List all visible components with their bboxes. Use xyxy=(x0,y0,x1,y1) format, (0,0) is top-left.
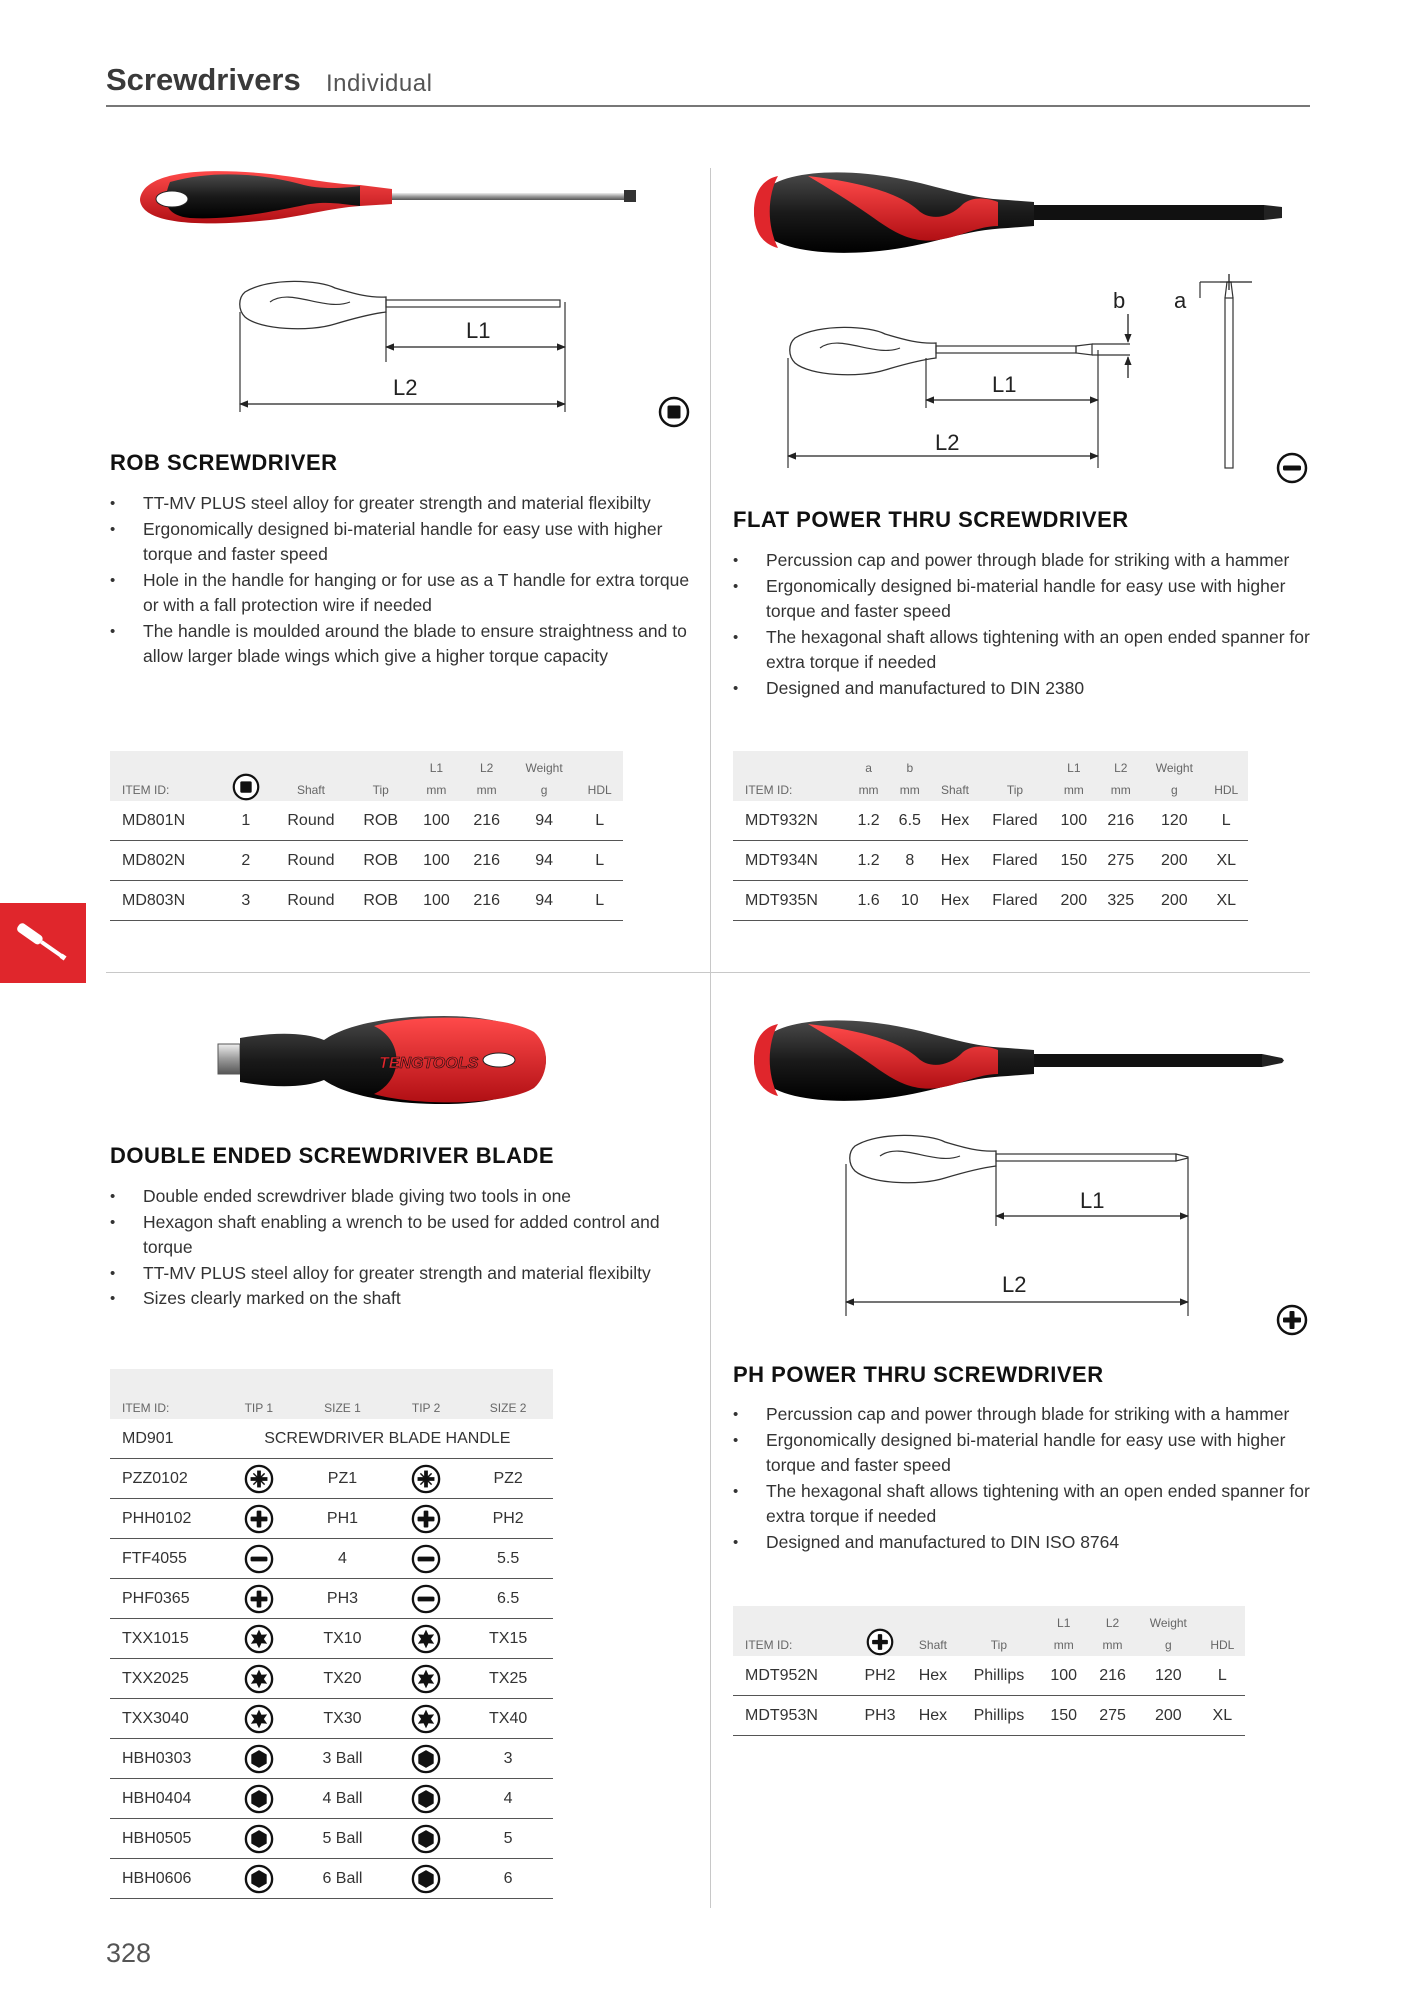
double-title: DOUBLE ENDED SCREWDRIVER BLADE xyxy=(110,1143,555,1168)
col-l1: L1 mm xyxy=(1063,761,1084,797)
page-title: Screwdrivers xyxy=(106,62,301,97)
phillips-icon xyxy=(411,1504,441,1534)
cell-size2: 5 xyxy=(463,1819,553,1859)
cell-size: 2 xyxy=(220,841,272,881)
col-hdl: HDL xyxy=(1210,1638,1235,1652)
cell-item-id: TXX1015 xyxy=(110,1619,222,1659)
cell-size: PH3 xyxy=(853,1696,908,1736)
cell-l1: 100 xyxy=(411,801,461,841)
cell-size1: 5 Ball xyxy=(296,1819,389,1859)
pozidriv-icon xyxy=(411,1464,441,1494)
cell-tip-symbol xyxy=(389,1859,463,1899)
col-tip: Tip xyxy=(372,783,389,797)
cell-tip: ROB xyxy=(350,801,411,841)
cell-tip-symbol xyxy=(222,1779,296,1819)
cell-size2: TX40 xyxy=(463,1699,553,1739)
col-l2: L2 mm xyxy=(476,761,497,797)
cell-tip: ROB xyxy=(350,841,411,881)
cell-tip-symbol xyxy=(389,1699,463,1739)
cell-item-id: MDT935N xyxy=(733,881,848,921)
cell-item-id: TXX3040 xyxy=(110,1699,222,1739)
ph-dim-l2: L2 xyxy=(1002,1272,1027,1297)
cell-hdl: L xyxy=(1200,1656,1245,1696)
table-row xyxy=(110,1739,553,1779)
torx-icon xyxy=(244,1624,274,1654)
cell-size2: TX15 xyxy=(463,1619,553,1659)
table-row xyxy=(733,1696,1245,1736)
page-subtitle: Individual xyxy=(326,70,433,97)
cell-size1: PH3 xyxy=(296,1579,389,1619)
cell-item-id: MDT932N xyxy=(733,801,848,841)
cell-size1: 3 Ball xyxy=(296,1739,389,1779)
table-row xyxy=(110,1419,553,1459)
table-header-row xyxy=(110,751,623,801)
table-row xyxy=(110,1859,553,1899)
col-shaft: Shaft xyxy=(940,783,970,797)
double-spec-table xyxy=(110,1369,553,1899)
list-item: • TT-MV PLUS steel alloy for greater strength and material flexibilty xyxy=(110,491,700,517)
table-row xyxy=(110,1779,553,1819)
col-hdl: HDL xyxy=(587,783,612,797)
col-tip1: TIP 1 xyxy=(244,1401,274,1415)
list-item: • Percussion cap and power through blade for striking with a hammer xyxy=(733,548,1313,574)
cell-shaft: Round xyxy=(272,801,350,841)
cell-tip-symbol xyxy=(389,1619,463,1659)
section-tab xyxy=(0,903,86,983)
cell-size1: TX30 xyxy=(296,1699,389,1739)
hex-icon xyxy=(244,1744,274,1774)
cell-tip-symbol xyxy=(389,1779,463,1819)
cell-tip-symbol xyxy=(222,1459,296,1499)
cell-size1: PH1 xyxy=(296,1499,389,1539)
col-l1: L1 mm xyxy=(1053,1616,1074,1652)
cell-item-id: PHH0102 xyxy=(110,1499,222,1539)
cell-size1: PZ1 xyxy=(296,1459,389,1499)
cell-l2: 216 xyxy=(462,881,512,921)
list-item: • Percussion cap and power through blade for striking with a hammer xyxy=(733,1402,1313,1428)
cell-size1: TX20 xyxy=(296,1659,389,1699)
rob-title: ROB SCREWDRIVER xyxy=(110,450,338,475)
list-item: • The hexagonal shaft allows tightening with an open ended spanner for extra torque if needed xyxy=(733,1479,1313,1530)
cell-item-id: HBH0404 xyxy=(110,1779,222,1819)
col-size xyxy=(220,751,272,801)
hex-icon xyxy=(411,1744,441,1774)
cell-tip: Flared xyxy=(980,801,1051,841)
column-divider xyxy=(710,168,711,1908)
col-shaft: Shaft xyxy=(918,1638,947,1652)
cell-a: 1.2 xyxy=(848,801,889,841)
cell-item-id: MDT953N xyxy=(733,1696,853,1736)
double-feature-list xyxy=(110,1184,700,1312)
list-item: • The hexagonal shaft allows tightening with an open ended spanner for extra torque if needed xyxy=(733,625,1313,676)
header-divider xyxy=(106,105,1310,107)
list-item: • Ergonomically designed bi-material handle for easy use with higher torque and faster speed xyxy=(110,517,700,568)
cell-weight: 94 xyxy=(512,801,577,841)
row-divider xyxy=(106,972,1310,973)
cell-tip: Phillips xyxy=(959,1656,1040,1696)
col-item-id: ITEM ID: xyxy=(122,783,170,797)
cell-shaft: Round xyxy=(272,841,350,881)
cell-size1: 4 xyxy=(296,1539,389,1579)
screwdriver-icon xyxy=(0,903,86,983)
ph-screwdriver-photo xyxy=(748,1012,1298,1112)
cell-l1: 100 xyxy=(411,881,461,921)
cell-l2: 216 xyxy=(1097,801,1144,841)
cell-item-id: PHF0365 xyxy=(110,1579,222,1619)
cell-item-id: HBH0303 xyxy=(110,1739,222,1779)
col-l2: L2 mm xyxy=(1102,1616,1123,1652)
flat-icon xyxy=(411,1584,441,1614)
cell-tip-symbol xyxy=(222,1499,296,1539)
cell-l1: 100 xyxy=(411,841,461,881)
handle-brand-logo: TENGTOOLS xyxy=(379,1055,479,1072)
cell-l1: 150 xyxy=(1050,841,1097,881)
cell-hdl: XL xyxy=(1204,881,1248,921)
cell-tip-symbol xyxy=(389,1539,463,1579)
col-weight: Weight g xyxy=(525,761,563,797)
col-weight: Weight g xyxy=(1149,1616,1187,1652)
table-row xyxy=(733,881,1248,921)
cell-item-id: HBH0606 xyxy=(110,1859,222,1899)
cell-tip-symbol xyxy=(222,1659,296,1699)
cell-tip-symbol xyxy=(389,1459,463,1499)
cell-tip-symbol xyxy=(222,1819,296,1859)
col-shaft: Shaft xyxy=(296,783,325,797)
table-row xyxy=(110,1579,553,1619)
rob-dimension-drawing xyxy=(230,272,590,422)
cell-size2: TX25 xyxy=(463,1659,553,1699)
flat-tip-icon xyxy=(1276,452,1308,484)
phillips-icon xyxy=(244,1584,274,1614)
col-item-id: ITEM ID: xyxy=(745,1638,793,1652)
rob-spec-table xyxy=(110,751,623,921)
flat-dim-l2: L2 xyxy=(935,430,960,455)
cell-hdl: L xyxy=(1204,801,1248,841)
col-tip2: TIP 2 xyxy=(411,1401,441,1415)
torx-icon xyxy=(244,1664,274,1694)
cell-size2: 6.5 xyxy=(463,1579,553,1619)
ph-dimension-drawing xyxy=(840,1126,1210,1326)
cell-size1: 6 Ball xyxy=(296,1859,389,1899)
table-row xyxy=(110,801,623,841)
cell-l2: 216 xyxy=(462,801,512,841)
cell-l1: 100 xyxy=(1050,801,1097,841)
col-hdl: HDL xyxy=(1214,783,1239,797)
cell-item-id: PZZ0102 xyxy=(110,1459,222,1499)
cell-item-id: MD803N xyxy=(110,881,220,921)
cell-hdl: L xyxy=(576,841,623,881)
table-row xyxy=(110,1699,553,1739)
list-item: • Sizes clearly marked on the shaft xyxy=(110,1286,700,1312)
cell-tip-symbol xyxy=(222,1619,296,1659)
flat-dimension-drawing xyxy=(780,268,1260,478)
hex-icon xyxy=(244,1864,274,1894)
torx-icon xyxy=(244,1704,274,1734)
cell-size2: 5.5 xyxy=(463,1539,553,1579)
col-l2: L2 mm xyxy=(1110,761,1131,797)
table-row xyxy=(733,841,1248,881)
table-row xyxy=(110,1539,553,1579)
ph-spec-table xyxy=(733,1606,1245,1736)
cell-b: 6.5 xyxy=(889,801,930,841)
cell-size: PH2 xyxy=(853,1656,908,1696)
cell-tip-symbol xyxy=(389,1659,463,1699)
table-row xyxy=(110,1659,553,1699)
table-header-row xyxy=(733,751,1248,801)
hex-icon xyxy=(411,1784,441,1814)
flat-dim-l1: L1 xyxy=(992,372,1017,397)
ph-feature-list xyxy=(733,1402,1313,1555)
cell-hdl: L xyxy=(576,881,623,921)
flat-screwdriver-photo xyxy=(748,164,1288,264)
list-item: • The handle is moulded around the blade to ensure straightness and to allow larger blade wings which give a higher torque capacity xyxy=(110,619,700,670)
cell-tip-symbol xyxy=(222,1699,296,1739)
cell-tip-symbol xyxy=(222,1739,296,1779)
torx-icon xyxy=(411,1664,441,1694)
cell-tip: Flared xyxy=(980,881,1051,921)
table-row xyxy=(733,801,1248,841)
table-row xyxy=(110,1499,553,1539)
cell-hdl: XL xyxy=(1204,841,1248,881)
cell-size2: 6 xyxy=(463,1859,553,1899)
cell-description: SCREWDRIVER BLADE HANDLE xyxy=(222,1419,553,1459)
flat-dim-a: a xyxy=(1174,288,1187,313)
cell-item-id: MDT952N xyxy=(733,1656,853,1696)
flat-icon xyxy=(244,1544,274,1574)
cell-item-id: TXX2025 xyxy=(110,1659,222,1699)
col-size xyxy=(853,1606,908,1656)
cell-tip-symbol xyxy=(389,1739,463,1779)
list-item: • Ergonomically designed bi-material handle for easy use with higher torque and faster speed xyxy=(733,1428,1313,1479)
list-item: • Designed and manufactured to DIN 2380 xyxy=(733,676,1313,702)
cell-item-id: HBH0505 xyxy=(110,1819,222,1859)
cell-shaft: Hex xyxy=(930,881,979,921)
cell-shaft: Hex xyxy=(930,801,979,841)
col-a: a mm xyxy=(858,761,879,797)
phillips-tip-icon xyxy=(1276,1304,1308,1336)
cell-l2: 216 xyxy=(1088,1656,1137,1696)
col-l1: L1 mm xyxy=(426,761,447,797)
list-item: • Ergonomically designed bi-material handle for easy use with higher torque and faster speed xyxy=(733,574,1313,625)
col-weight: Weight g xyxy=(1155,761,1193,797)
cell-weight: 200 xyxy=(1137,1696,1200,1736)
rob-dim-l1: L1 xyxy=(466,318,491,343)
col-size1: SIZE 1 xyxy=(324,1401,361,1415)
col-tip: Tip xyxy=(990,1638,1008,1652)
cell-a: 1.2 xyxy=(848,841,889,881)
list-item: • Double ended screwdriver blade giving two tools in one xyxy=(110,1184,700,1210)
cell-item-id: MD801N xyxy=(110,801,220,841)
cell-l2: 275 xyxy=(1088,1696,1137,1736)
col-size2: SIZE 2 xyxy=(489,1401,527,1415)
cell-l1: 200 xyxy=(1050,881,1097,921)
flat-spec-table xyxy=(733,751,1248,921)
cell-size2: 4 xyxy=(463,1779,553,1819)
table-row xyxy=(110,841,623,881)
flat-icon xyxy=(411,1544,441,1574)
col-item-id: ITEM ID: xyxy=(122,1401,170,1415)
ph-dim-l1: L1 xyxy=(1080,1188,1105,1213)
phillips-icon xyxy=(244,1504,274,1534)
double-ended-blade-handle-photo xyxy=(214,1010,554,1110)
cell-size2: PH2 xyxy=(463,1499,553,1539)
cell-weight: 120 xyxy=(1137,1656,1200,1696)
cell-size1: TX10 xyxy=(296,1619,389,1659)
cell-l1: 100 xyxy=(1039,1656,1088,1696)
cell-shaft: Hex xyxy=(907,1696,958,1736)
cell-weight: 200 xyxy=(1144,841,1204,881)
cell-tip: ROB xyxy=(350,881,411,921)
cell-b: 8 xyxy=(889,841,930,881)
table-row xyxy=(110,1619,553,1659)
cell-size: 3 xyxy=(220,881,272,921)
cell-weight: 94 xyxy=(512,881,577,921)
cell-weight: 120 xyxy=(1144,801,1204,841)
table-row xyxy=(110,1819,553,1859)
list-item: • Designed and manufactured to DIN ISO 8764 xyxy=(733,1530,1313,1556)
flat-title: FLAT POWER THRU SCREWDRIVER xyxy=(733,507,1129,532)
pozidriv-icon xyxy=(244,1464,274,1494)
hex-icon xyxy=(411,1864,441,1894)
torx-icon xyxy=(411,1624,441,1654)
cell-weight: 94 xyxy=(512,841,577,881)
cell-size: 1 xyxy=(220,801,272,841)
cell-l2: 275 xyxy=(1097,841,1144,881)
cell-tip-symbol xyxy=(389,1499,463,1539)
ph-title: PH POWER THRU SCREWDRIVER xyxy=(733,1362,1104,1387)
list-item: • TT-MV PLUS steel alloy for greater strength and material flexibilty xyxy=(110,1261,700,1287)
cell-tip-symbol xyxy=(389,1579,463,1619)
cell-tip-symbol xyxy=(389,1819,463,1859)
table-header-row xyxy=(733,1606,1245,1656)
hex-icon xyxy=(411,1824,441,1854)
col-b: b mm xyxy=(899,761,920,797)
cell-tip: Flared xyxy=(980,841,1051,881)
col-tip: Tip xyxy=(1006,783,1024,797)
cell-weight: 200 xyxy=(1144,881,1204,921)
cell-b: 10 xyxy=(889,881,930,921)
hex-icon xyxy=(244,1784,274,1814)
phillips-tip-icon xyxy=(866,1628,894,1656)
cell-item-id: MDT934N xyxy=(733,841,848,881)
rob-feature-list xyxy=(110,491,700,670)
hex-icon xyxy=(244,1824,274,1854)
cell-tip-symbol xyxy=(222,1539,296,1579)
cell-hdl: L xyxy=(576,801,623,841)
cell-l1: 150 xyxy=(1039,1696,1088,1736)
square-tip-icon xyxy=(658,396,690,428)
flat-dim-b: b xyxy=(1113,288,1126,313)
col-item-id: ITEM ID: xyxy=(745,783,793,797)
cell-a: 1.6 xyxy=(848,881,889,921)
list-item: • Hexagon shaft enabling a wrench to be used for added control and torque xyxy=(110,1210,700,1261)
cell-size2: 3 xyxy=(463,1739,553,1779)
cell-item-id: FTF4055 xyxy=(110,1539,222,1579)
cell-size2: PZ2 xyxy=(463,1459,553,1499)
cell-l2: 216 xyxy=(462,841,512,881)
cell-shaft: Round xyxy=(272,881,350,921)
cell-tip-symbol xyxy=(222,1579,296,1619)
cell-tip-symbol xyxy=(222,1859,296,1899)
rob-dim-l2: L2 xyxy=(393,375,418,400)
cell-shaft: Hex xyxy=(930,841,979,881)
table-row xyxy=(110,1459,553,1499)
square-tip-icon xyxy=(232,773,260,801)
cell-l2: 325 xyxy=(1097,881,1144,921)
cell-size1: 4 Ball xyxy=(296,1779,389,1819)
cell-hdl: XL xyxy=(1200,1696,1245,1736)
list-item: • Hole in the handle for hanging or for use as a T handle for extra torque or with a fall protection wire if needed xyxy=(110,568,700,619)
cell-tip: Phillips xyxy=(959,1696,1040,1736)
table-row xyxy=(110,881,623,921)
table-header-row xyxy=(110,1369,553,1419)
cell-item-id: MD901 xyxy=(110,1419,222,1459)
cell-item-id: MD802N xyxy=(110,841,220,881)
torx-icon xyxy=(411,1704,441,1734)
table-row xyxy=(733,1656,1245,1696)
page-number: 328 xyxy=(106,1938,152,1968)
flat-feature-list xyxy=(733,548,1313,701)
cell-shaft: Hex xyxy=(907,1656,958,1696)
